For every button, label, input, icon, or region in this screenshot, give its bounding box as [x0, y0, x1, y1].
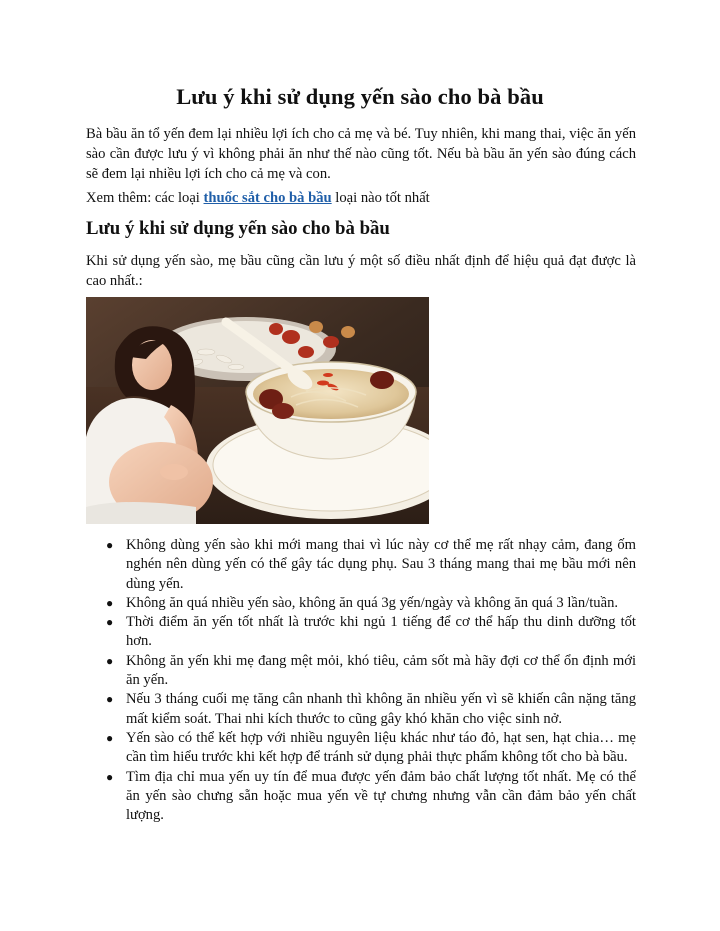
- section-heading: Lưu ý khi sử dụng yến sào cho bà bầu: [86, 218, 390, 239]
- list-item-text: Không ăn quá nhiều yến sào, không ăn quá 3g yến/ngày và không ăn quá 3 lần/tuần.: [126, 594, 619, 611]
- list-item: [86, 652, 636, 691]
- list-item: [86, 729, 636, 768]
- tips-list: [86, 536, 636, 825]
- section-intro-paragraph: Khi sử dụng yến sào, mẹ bầu cũng cần lưu ý một số điều nhất định để hiệu quả đạt được là cao nhất.:: [86, 253, 636, 289]
- list-item-text: Thời điểm ăn yến tốt nhất là trước khi ngủ 1 tiếng để cơ thể hấp thu dinh dưỡng tốt hơn.: [126, 614, 636, 650]
- see-also-line: [86, 188, 636, 208]
- list-item-text: Yến sào có thể kết hợp với nhiều nguyên liệu khác như táo đỏ, hạt sen, hạt chia… mẹ cần tìm hiểu trước khi kết hợp để tránh sử dụng phải thực phẩm không tốt cho bà bầu.: [126, 729, 636, 766]
- bullet-icon: ●: [106, 653, 114, 668]
- see-also-prefix: Xem thêm: các loại: [86, 190, 204, 206]
- intro-paragraph: Bà bầu ăn tổ yến đem lại nhiều lợi ích cho cả mẹ và bé. Tuy nhiên, khi mang thai, việc ăn yến sào cần được lưu ý vì không phải ăn như thế nào cũng tốt. Nếu bà bầu ăn yến sào đúng cách sẽ đem lại nhiều lợi ích cho cả mẹ và con.: [86, 126, 636, 182]
- iron-supplement-link[interactable]: thuốc sắt cho bà bầu: [203, 190, 332, 206]
- bullet-icon: ●: [106, 692, 114, 707]
- bullet-icon: ●: [106, 538, 114, 552]
- page-title: Lưu ý khi sử dụng yến sào cho bà bầu: [176, 84, 544, 109]
- list-item-text: Không ăn yến khi mẹ đang mệt mỏi, khó tiêu, cảm sốt mà hãy đợi cơ thể ổn định mới ăn yến.: [126, 652, 636, 689]
- list-item: [86, 768, 636, 826]
- list-item: [86, 594, 636, 613]
- bullet-icon: ●: [106, 769, 114, 784]
- list-item-text: Tìm địa chỉ mua yến uy tín để mua được yến đảm bảo chất lượng tốt nhất. Mẹ có thể ăn yến sào chưng sẵn hoặc mua yến về tự chưng nhưng vẫn cần đảm bảo yến chất lượng.: [126, 768, 636, 824]
- list-item-text: Không dùng yến sào khi mới mang thai vì lúc này cơ thể mẹ rất nhạy cảm, đang ốm nghén nên dùng yến có thể gây tác dụng phụ. Sau 3 tháng mang thai mẹ bầu mới nên dùng yến.: [126, 537, 636, 592]
- bullet-icon: ●: [106, 615, 114, 630]
- pregnant-woman-bird-nest-soup-image: [86, 297, 429, 524]
- list-item-text: Nếu 3 tháng cuối mẹ tăng cân nhanh thì không ăn nhiều yến vì sẽ khiến cân nặng tăng mất kiểm soát. Thai nhi kích thước to cũng gây khó khăn cho việc sinh nở.: [126, 691, 636, 727]
- list-item: [86, 613, 636, 652]
- see-also-suffix: loại nào tốt nhất: [331, 190, 430, 206]
- list-item: [86, 690, 636, 729]
- bullet-icon: ●: [106, 595, 114, 610]
- list-item: [86, 536, 636, 594]
- bullet-icon: ●: [106, 730, 114, 745]
